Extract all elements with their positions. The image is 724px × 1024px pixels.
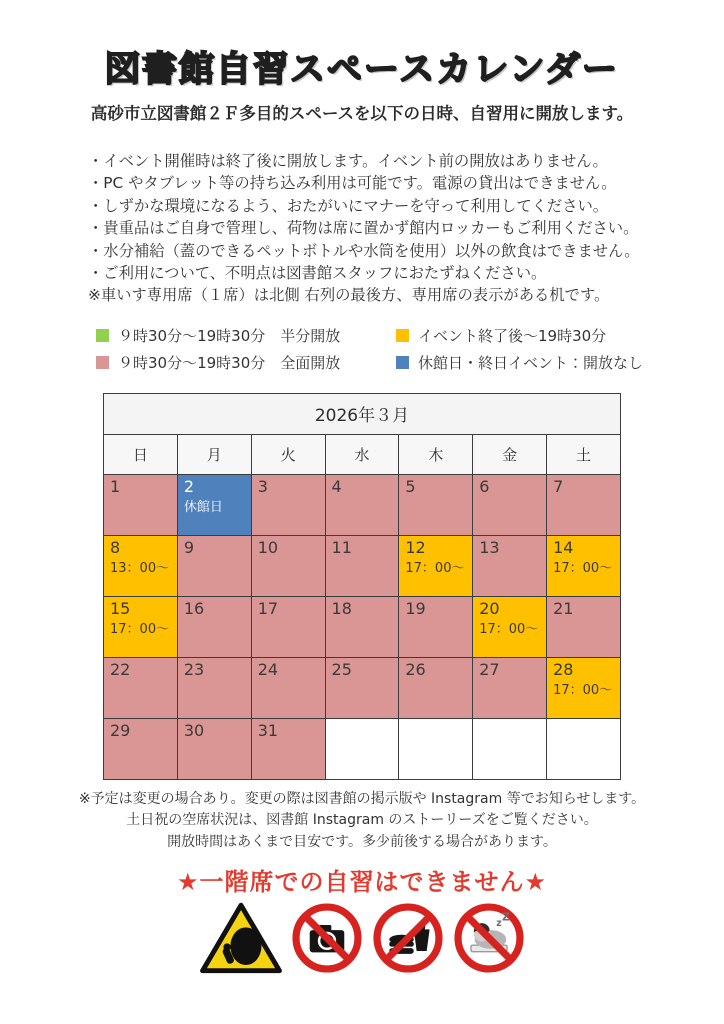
calendar-week-row [104,657,621,718]
legend-item-half [96,325,396,346]
footer-note-line: 土日祝の空席状況は、図書館 Instagram のストーリーズをご覧ください。 [126,812,598,829]
day-number: 21 [553,598,574,618]
day-number: 13 [479,537,500,557]
day-number: 7 [553,476,564,496]
calendar-day-1 [104,474,178,535]
day-note: 17：00～ [405,560,465,576]
day-number: 17 [257,598,279,618]
calendar-empty-cell [547,718,621,779]
day-number: 6 [479,476,490,496]
legend [0,325,724,373]
calendar-day-11 [325,535,399,596]
usage-notes-list [88,150,640,307]
no-photography-icon [291,902,363,974]
calendar-day-27 [473,657,547,718]
legend-label: ９時30分～19時30分 全面開放 [118,353,341,372]
weekday-header: 日 [104,434,178,474]
legend-swatch-full [96,356,109,369]
calendar-day-13 [473,535,547,596]
note-line: ・PC やタブレット等の持ち込み利用は可能です。電源の貸出はできません。 [88,174,617,193]
note-line: ※車いす専用席（１席）は北側 右列の最後方、専用席の表示がある机です。 [88,286,610,305]
calendar-day-3 [251,474,325,535]
legend-swatch-half [96,329,109,342]
day-number: 8 [110,537,121,557]
note-line: ・貴重品はご自身で管理し、荷物は席に置かず館内ロッカーもご利用ください。 [88,219,639,238]
legend-label: 休館日・終日イベント：開放なし [418,353,644,372]
day-number: 11 [331,537,352,557]
calendar-day-4 [325,474,399,535]
day-note: 17：00～ [110,621,170,637]
day-number: 5 [405,476,416,496]
weekday-header: 金 [473,434,547,474]
calendar-day-6 [473,474,547,535]
calendar-day-31 [251,718,325,779]
calendar-day-19 [399,596,473,657]
day-note: 13：00～ [110,560,170,576]
day-number: 26 [405,659,426,679]
day-number: 22 [110,659,131,679]
svg-text:Z: Z [501,911,510,925]
day-note: 17：00～ [553,560,613,576]
prohibition-icon-row [0,901,724,975]
note-line: ・水分補給（蓋のできるペットボトルや水筒を使用）以外の飲食はできません。 [88,241,640,260]
warning-text: ★一階席での自習はできません★ [176,868,548,897]
calendar-weekday-row [104,434,621,474]
calendar-day-28 [547,657,621,718]
calendar-empty-cell [325,718,399,779]
footer-note-line: ※予定は変更の場合あり。変更の際は図書館の掲示版や Instagram 等でお知らせします。 [78,790,646,807]
footer-notes [0,789,724,854]
day-number: 2 [183,476,195,496]
legend-swatch-event [396,329,409,342]
weekday-header: 火 [251,434,325,474]
legend-item-closed [396,352,644,373]
no-food-drink-icon [372,902,444,974]
day-number: 10 [257,537,279,557]
calendar-day-12 [399,535,473,596]
day-number: 20 [479,598,500,618]
note-line: ・ご利用について、不明点は図書館スタッフにおたずねください。 [88,264,547,283]
day-number: 19 [405,598,426,618]
calendar-day-18 [325,596,399,657]
calendar-day-14 [547,535,621,596]
legend-item-full [96,352,396,373]
day-number: 3 [257,476,268,496]
calendar-week-row [104,596,621,657]
calendar-day-10 [251,535,325,596]
day-number: 14 [553,537,574,557]
day-note: 17：00～ [479,621,539,637]
day-number: 9 [183,537,195,557]
calendar-day-30 [177,718,251,779]
calendar-month-title: 2026年３月 [104,393,621,434]
day-number: 30 [183,720,205,740]
day-number: 15 [110,598,131,618]
day-number: 24 [257,659,279,679]
calendar-day-21 [547,596,621,657]
calendar-day-23 [177,657,251,718]
calendar-day-25 [325,657,399,718]
calendar-day-29 [104,718,178,779]
calendar-week-row [104,535,621,596]
calendar-day-5 [399,474,473,535]
day-number: 29 [110,720,131,740]
calendar-day-17 [251,596,325,657]
calendar-empty-cell [473,718,547,779]
day-number: 4 [331,476,342,496]
footer-note-line: 開放時間はあくまで目安です。多少前後する場合があります。 [167,833,557,850]
calendar-week-row [104,718,621,779]
legend-item-event [396,325,628,346]
calendar-day-7 [547,474,621,535]
calendar-day-15 [104,596,178,657]
svg-text:z: z [495,918,502,930]
calendar-week-row [104,474,621,535]
calendar-day-24 [251,657,325,718]
calendar-body [104,474,621,779]
weekday-header: 月 [177,434,251,474]
day-number: 28 [553,659,574,679]
note-line: ・イベント開催時は終了後に開放します。イベント前の開放はありません。 [88,152,608,170]
legend-label: イベント終了後～19時30分 [418,326,607,345]
day-number: 12 [405,537,426,557]
page-subtitle: 高砂市立図書館２Ｆ多目的スペースを以下の日時、自習用に開放します。 [90,104,634,123]
calendar-day-8 [104,535,178,596]
weekday-header: 木 [399,434,473,474]
calendar-day-2 [177,474,251,535]
legend-swatch-closed [396,356,409,369]
page-title: 図書館自習スペースカレンダー [105,50,619,90]
weekday-header: 土 [547,434,621,474]
calendar-day-20 [473,596,547,657]
day-number: 16 [183,598,205,618]
no-sleeping-icon [453,902,525,974]
legend-label: ９時30分～19時30分 半分開放 [118,326,341,345]
calendar-empty-cell [399,718,473,779]
day-number: 31 [257,720,279,740]
calendar-day-16 [177,596,251,657]
calendar-day-9 [177,535,251,596]
calendar-table [103,393,621,780]
day-number: 18 [331,598,352,618]
quiet-please-icon [200,902,282,974]
day-number: 25 [331,659,352,679]
calendar-day-26 [399,657,473,718]
day-number: 23 [183,659,205,679]
note-line: ・しずかな環境になるよう、おたがいにマナーを守って利用してください。 [88,196,609,215]
day-note: 17：00～ [553,682,613,698]
weekday-header: 水 [325,434,399,474]
calendar-day-22 [104,657,178,718]
day-note: 休館日 [183,499,223,515]
day-number: 27 [479,659,500,679]
day-number: 1 [110,476,121,496]
